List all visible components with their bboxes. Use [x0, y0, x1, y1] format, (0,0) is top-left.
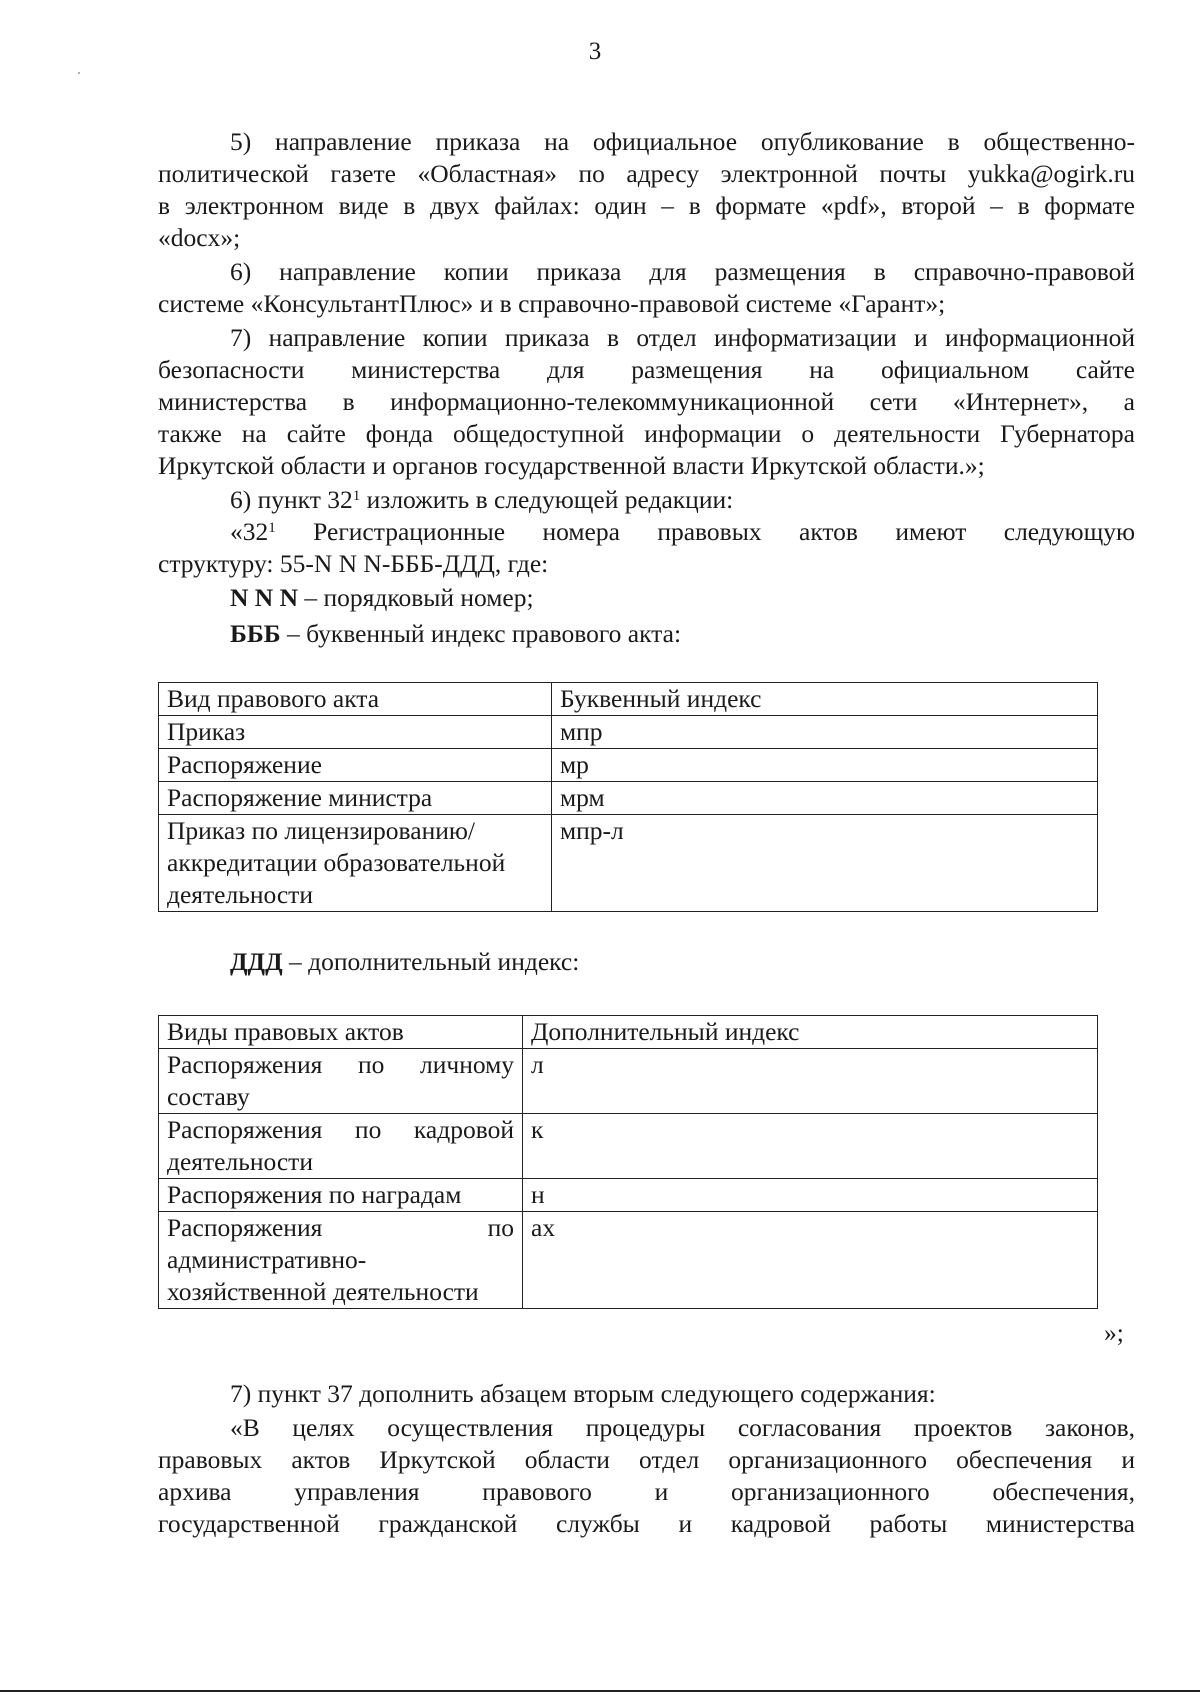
- ddd-term: ДДД: [230, 947, 283, 976]
- nnn-definition: [158, 582, 1135, 614]
- table-header-row: [159, 1016, 1098, 1049]
- table-header-cell: Виды правовых актов: [159, 1016, 523, 1049]
- table-row: [159, 1212, 1098, 1309]
- quote-32-number: «32: [230, 517, 269, 546]
- bbb-term: БББ: [230, 619, 281, 648]
- table-cell: мр: [552, 749, 1098, 782]
- text-line: 6) направление копии приказа для размещения в справочно-правовой: [230, 257, 1135, 286]
- sub-item-6: [158, 484, 1135, 516]
- text-line: структуру: 55-N N N-БББ-ДДД, где:: [158, 549, 549, 578]
- table-row: [159, 782, 1098, 815]
- table-cell: Распоряжения по административно-хозяйственной деятельности: [159, 1212, 523, 1309]
- sub-item-7: [158, 1378, 1135, 1410]
- quote-37-paragraph: [158, 1412, 1135, 1540]
- text-line: в электронном виде в двух файлах: один – в формате «pdf», второй – в формате: [158, 191, 1135, 220]
- bbb-text: – буквенный индекс правового акта:: [280, 619, 682, 648]
- item-6-paragraph: [158, 256, 1135, 320]
- sub-item-6-text: 6) пункт 32: [230, 485, 353, 514]
- table-cell: Распоряжения по личному составу: [159, 1049, 523, 1114]
- text-line: [158, 516, 1135, 548]
- table-cell: ах: [523, 1212, 1098, 1309]
- table-cell: Распоряжение: [159, 749, 552, 782]
- table-header-cell: Вид правового акта: [159, 683, 552, 716]
- text-line: государственной гражданской службы и кадровой работы министерства: [158, 1509, 1135, 1538]
- table-row: [159, 1179, 1098, 1212]
- sub-item-6-text-end: изложить в следующей редакции:: [360, 485, 734, 514]
- text-line: [158, 582, 1135, 614]
- table-cell: Распоряжения по наградам: [159, 1179, 523, 1212]
- bbb-definition: [158, 618, 1135, 650]
- text-line: [158, 946, 1135, 978]
- page-number: 3: [588, 38, 602, 65]
- table-cell: Распоряжение министра: [159, 782, 552, 815]
- text-line: системе «КонсультантПлюс» и в справочно-правовой системе «Гарант»;: [158, 289, 946, 318]
- table-cell: мпр: [552, 716, 1098, 749]
- superscript: 1: [268, 520, 276, 536]
- text-line: политической газете «Областная» по адресу электронной почты yukka@ogirk.ru: [158, 159, 1135, 188]
- table-row: [159, 815, 1098, 912]
- text-line: безопасности министерства для размещения на официальном сайте: [158, 355, 1135, 384]
- text-line: 7) пункт 37 дополнить абзацем вторым следующего содержания:: [230, 1379, 936, 1408]
- table-cell: Распоряжения по кадровой деятельности: [159, 1114, 523, 1179]
- item-5-paragraph: [158, 126, 1135, 254]
- text-line: также на сайте фонда общедоступной информации о деятельности Губернатора: [158, 419, 1135, 448]
- table-cell: л: [523, 1049, 1098, 1114]
- text-line: 7) направление копии приказа в отдел информатизации и информационной: [230, 323, 1135, 352]
- table-header-row: [159, 683, 1098, 716]
- table-row: [159, 716, 1098, 749]
- page-bottom-edge: [0, 1690, 1200, 1692]
- text-line: «docx»;: [158, 223, 241, 252]
- table-cell: к: [523, 1114, 1098, 1179]
- table-cell: мрм: [552, 782, 1098, 815]
- table-header-cell: Дополнительный индекс: [523, 1016, 1098, 1049]
- text-line: правовых актов Иркутской области отдел организационного обеспечения и: [158, 1445, 1135, 1474]
- table-header-cell: Буквенный индекс: [552, 683, 1098, 716]
- text-line: архива управления правового и организационного обеспечения,: [158, 1477, 1135, 1506]
- quote-32-text: Регистрационные номера правовых актов имеют следующую: [275, 517, 1135, 546]
- superscript: 1: [352, 488, 361, 504]
- text-line: Иркутской области и органов государственной власти Иркутской области.»;: [158, 451, 985, 480]
- text-line: «В целях осуществления процедуры согласования проектов законов,: [230, 1413, 1135, 1442]
- table-row: [159, 1049, 1098, 1114]
- text-line: 5) направление приказа на официальное опубликование в общественно-: [230, 127, 1135, 156]
- nnn-text: – порядковый номер;: [298, 583, 534, 612]
- item-7-paragraph: [158, 322, 1135, 482]
- additional-index-table: [158, 1015, 1098, 1309]
- table-cell: мпр-л: [552, 815, 1098, 912]
- scan-speck: [78, 72, 80, 74]
- letter-index-table: [158, 682, 1098, 912]
- table-cell: Приказ: [159, 716, 552, 749]
- ddd-definition: [158, 946, 1135, 978]
- closing-quote: »;: [1104, 1318, 1124, 1347]
- table-cell: Приказ по лицензированию/аккредитации образовательной деятельности: [159, 815, 552, 912]
- table-row: [159, 1114, 1098, 1179]
- quote-32-paragraph: [158, 516, 1135, 580]
- table-cell: н: [523, 1179, 1098, 1212]
- nnn-term: N N N: [230, 583, 298, 612]
- text-line: [158, 618, 1135, 650]
- table-row: [159, 749, 1098, 782]
- text-line: министерства в информационно-телекоммуникационной сети «Интернет», а: [158, 387, 1135, 416]
- ddd-text: – дополнительный индекс:: [282, 947, 580, 976]
- text-line: [158, 484, 1135, 516]
